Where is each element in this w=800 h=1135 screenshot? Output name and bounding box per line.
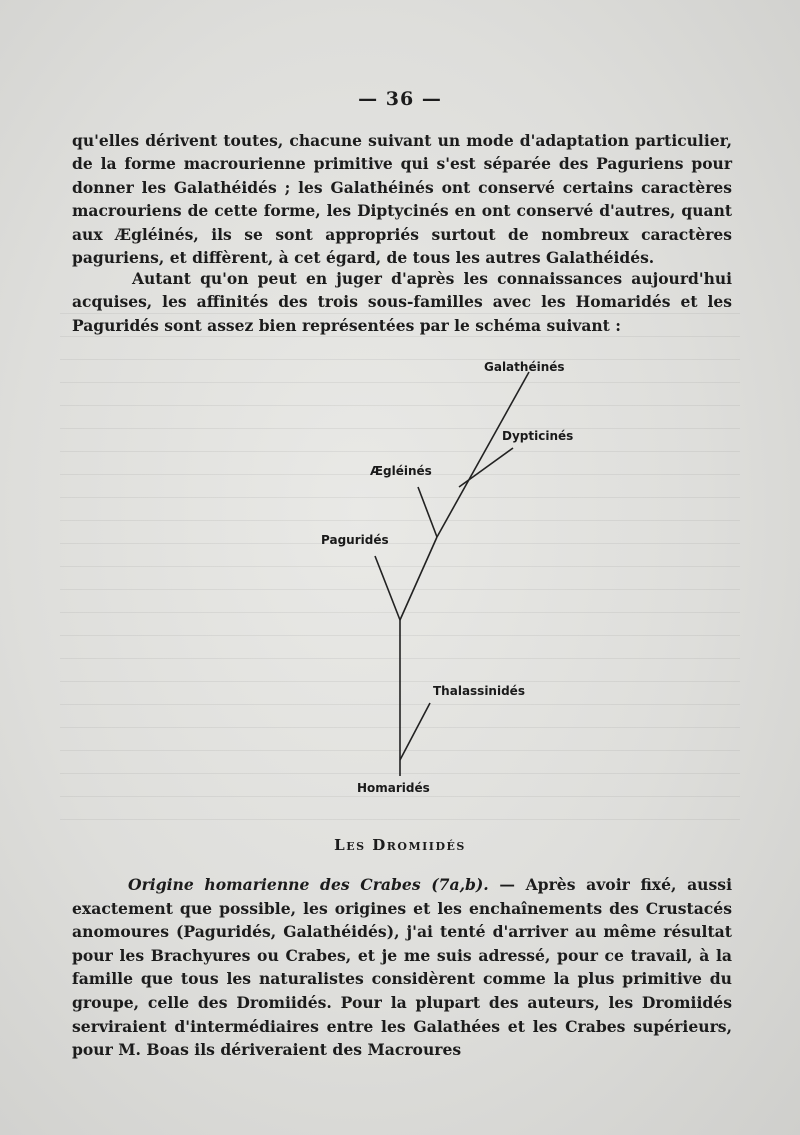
label-galatheines: Galathéinés — [484, 360, 565, 374]
branch-dypticines — [459, 448, 513, 487]
paragraph-2: Autant qu'on peut en juger d'après les connaissances aujourd'hui acquises, les affinités des trois sous-familles avec les Homaridés et les Paguridés sont assez bien représentées par le schéma suivant : — [72, 269, 732, 335]
branch-aegleines — [418, 487, 437, 537]
page-number: — 36 — — [358, 88, 442, 110]
paragraph-3-lead: Origine homarienne des Crabes (7a,b). — [128, 875, 489, 894]
branch-thalassinides — [400, 703, 430, 760]
section-title: Les Dromiidés — [334, 836, 466, 854]
paragraph-3 — [72, 873, 732, 1062]
stem-galatheidae — [400, 537, 437, 620]
branch-galatheines — [437, 372, 529, 537]
label-thalassinides: Thalassinidés — [433, 684, 525, 698]
label-dypticines: Dypticinés — [502, 429, 574, 443]
label-homarides: Homaridés — [357, 781, 430, 795]
label-pagurides: Paguridés — [321, 533, 389, 547]
paragraph-1: qu'elles dérivent toutes, chacune suivant un mode d'adaptation particulier, de la forme macrourienne primitive qui s'est séparée des Paguriens pour donner les Galathéidés ; les Galathéinés ont conservé certains caractères macrouriens de cette forme, les Diptycinés en ont conservé d'autres, quant aux Ægléinés, ils se sont appropriés surtout de nombreux caractères paguriens, et diffèrent, à cet égard, de tous les autres Galathéidés. — [72, 131, 732, 268]
label-aegleines: Ægléinés — [370, 464, 432, 478]
paragraph-3-body: — Après avoir fixé, aussi exactement que possible, les origines et les enchaînements des Crustacés anomoures (Paguridés, Galathéidés), j'ai tenté d'arriver au même résultat pour les Brachyures ou Crabes, et je me suis adressé, pour ce travail, à la famille que tous les naturalistes considèrent comme la plus primitive du groupe, celle des Dromiidés. Pour la plupart des auteurs, les Dromiidés serviraient d'intermédiaires entre les Galathées et les Crabes supérieurs, pour M. Boas ils dériveraient des Macroures — [72, 875, 732, 1060]
branch-pagurides — [375, 556, 400, 620]
